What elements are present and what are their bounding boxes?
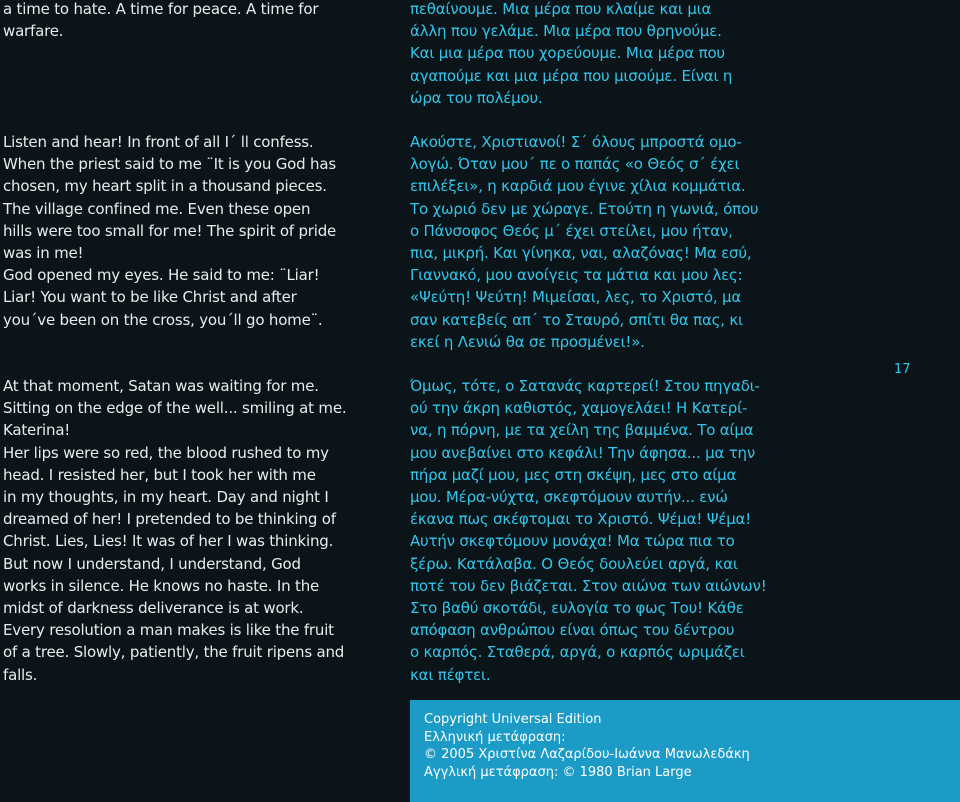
greek-paragraph-3 <box>410 375 790 686</box>
page-number: 17 <box>894 362 911 377</box>
copyright-line: Ελληνική μετάφραση: <box>424 729 566 745</box>
text-line: λογώ. Όταν μου΄ πε ο παπάς «ο Θεός σ΄ έχει <box>410 155 740 174</box>
text-line: At that moment, Satan was waiting for me. <box>3 377 319 395</box>
text-line: The village confined me. Even these open <box>3 199 311 218</box>
text-line: Katerina! <box>3 421 71 440</box>
greek-paragraph-2 <box>410 131 790 353</box>
text-line: σαν κατεβείς απ΄ το Σταυρό, σπίτι θα πας, κι <box>410 310 743 329</box>
text-line: When the priest said to me ¨It is you God has <box>3 155 336 174</box>
text-line: midst of darkness deliverance is at work. <box>3 599 304 618</box>
text-line: falls. <box>3 665 38 684</box>
text-line: God opened my eyes. He said to me: ¨Liar! <box>3 266 320 285</box>
copyright-line: Copyright Universal Edition <box>424 712 602 727</box>
text-line: επιλέξει», η καρδιά μου έγινε χίλια κομμάτια. <box>410 177 746 196</box>
copyright-line: © 2005 Χριστίνα Λαζαρίδου-Ιωάννα Μανωλεδάκη <box>424 747 750 762</box>
text-line: έκανα πως σκέφτομαι το Χριστό. Ψέμα! Ψέμα! <box>410 510 752 529</box>
text-line: of a tree. Slowly, patiently, the fruit ripens and <box>3 643 345 662</box>
copyright-box <box>410 700 960 802</box>
text-line: να, η πόρνη, με τα χείλη της βαμμένα. Το αίμα <box>410 421 754 440</box>
text-line: was in me! <box>3 244 84 263</box>
text-line: ο Πάνσοφος Θεός μ΄ έχει στείλει, μου ήταν, <box>410 221 733 240</box>
text-line: Ακούστε, Χριστιανοί! Σ΄ όλους μπροστά ομο- <box>410 133 742 151</box>
text-line: Her lips were so red, the blood rushed to my <box>3 443 329 462</box>
text-line: πεθαίνουμε. Μια μέρα που κλαίμε και μια <box>410 0 712 18</box>
text-line: Christ. Lies, Lies! It was of her I was thinking. <box>3 532 334 551</box>
text-line: μου ανεβαίνει στο κεφάλι! Την άφησα... μα την <box>410 443 756 462</box>
text-line: Liar! You want to be like Christ and after <box>3 288 297 307</box>
text-line: But now I understand, I understand, God <box>3 554 301 573</box>
text-line: Listen and hear! In front of all I´ ll confess. <box>3 133 314 151</box>
text-line: και πέφτει. <box>410 665 491 684</box>
text-line: Γιαννακό, μου ανοίγεις τα μάτια και μου λες: <box>410 266 743 285</box>
text-line: άλλη που γελάμε. Μια μέρα που θρηνούμε. <box>410 22 722 41</box>
english-paragraph-2 <box>3 131 373 331</box>
english-paragraph-3 <box>3 375 373 686</box>
text-line: Στο βαθύ σκοτάδι, ευλογία το φως Του! Κάθε <box>410 599 744 618</box>
text-line: Όμως, τότε, ο Σατανάς καρτερεί! Στου πηγαδι- <box>410 377 760 395</box>
text-line: «Ψεύτη! Ψεύτη! Μιμείσαι, λες, το Χριστό, μα <box>410 288 742 307</box>
text-line: ού την άκρη καθιστός, χαμογελάει! Η Κατερί- <box>410 399 748 418</box>
english-paragraph-1 <box>3 0 373 42</box>
text-line: works in silence. He knows no haste. In the <box>3 576 320 595</box>
text-line: ξέρω. Κατάλαβα. Ο Θεός δουλεύει αργά, και <box>410 554 738 573</box>
text-line: πια, μικρή. Και γίνηκα, ναι, αλαζόνας! Μα εσύ, <box>410 244 752 263</box>
text-line: απόφαση ανθρώπου είναι όπως του δέντρου <box>410 621 735 640</box>
copyright-line: Αγγλική μετάφραση: © 1980 Brian Large <box>424 764 692 780</box>
text-line: Αυτήν σκεφτόμουν μονάχα! Μα τώρα πια το <box>410 532 735 551</box>
text-line: a time to hate. A time for peace. A time for <box>3 0 319 18</box>
text-line: Το χωριό δεν με χώραγε. Ετούτη η γωνιά, όπου <box>410 199 759 218</box>
text-line: chosen, my heart split in a thousand pieces. <box>3 177 327 196</box>
text-line: head. I resisted her, but I took her with me <box>3 465 316 484</box>
text-line: Every resolution a man makes is like the fruit <box>3 621 334 640</box>
text-line: μου. Μέρα-νύχτα, σκεφτόμουν αυτήν... ενώ <box>410 488 728 507</box>
text-line: ποτέ του δεν βιάζεται. Στον αιώνα των αιώνων! <box>410 576 767 595</box>
text-line: εκεί η Λενιώ θα σε προσμένει!». <box>410 332 645 351</box>
text-line: dreamed of her! I pretended to be thinking of <box>3 510 336 529</box>
text-line: ο καρπός. Σταθερά, αργά, ο καρπός ωριμάζει <box>410 643 745 662</box>
text-line: warfare. <box>3 22 64 41</box>
text-line: αγαπούμε και μια μέρα που μισούμε. Είναι η <box>410 66 733 85</box>
greek-paragraph-1 <box>410 0 790 109</box>
text-line: hills were too small for me! The spirit of pride <box>3 221 337 240</box>
text-line: πήρα μαζί μου, μες στη σκέψη, μες στο αίμα <box>410 465 737 484</box>
text-line: Και μια μέρα που χορεύουμε. Μια μέρα που <box>410 44 725 63</box>
text-line: Sitting on the edge of the well... smiling at me. <box>3 399 347 418</box>
text-line: in my thoughts, in my heart. Day and night I <box>3 488 329 507</box>
text-line: you´ve been on the cross, you´ll go home¨. <box>3 310 323 329</box>
text-line: ώρα του πολέμου. <box>410 88 543 107</box>
